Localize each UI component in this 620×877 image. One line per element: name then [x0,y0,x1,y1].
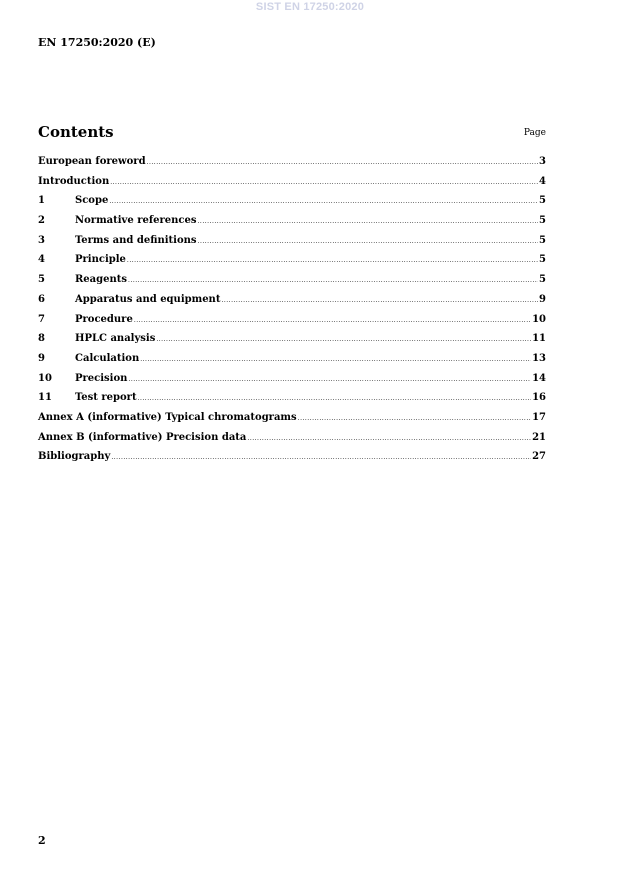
toc-entry[interactable] [38,235,546,255]
toc-entry-number: 5 [38,274,45,286]
toc-entry-number: 6 [38,293,45,305]
toc-entry-number: 8 [38,333,45,345]
toc-entry-page: 14 [532,372,546,384]
toc-entry-page: 3 [539,156,546,167]
toc-entry[interactable] [38,215,546,235]
contents-title: Contents [38,123,114,141]
toc-entry-title: Precision [75,372,128,384]
toc-entry-title: Test report [75,392,137,404]
toc-entry-page: 5 [539,274,546,286]
toc-entry-page: 16 [532,392,546,404]
toc-entry-title: Apparatus and equipment [75,293,221,305]
toc-dot-leader [134,317,531,324]
toc-entry-page: 21 [532,431,546,443]
toc-entry-page: 27 [532,451,546,463]
watermark: SIST EN 17250:2020 [255,1,365,13]
toc-entry[interactable] [38,353,546,373]
toc-entry-title: Introduction [38,175,110,187]
toc-entry[interactable] [38,156,546,176]
toc-entry[interactable] [38,432,546,452]
document-id: EN 17250:2020 (E) [38,36,156,49]
toc-entry[interactable] [38,176,546,196]
toc-entry[interactable] [38,314,546,334]
toc-entry[interactable] [38,333,546,353]
toc-dot-leader [298,415,531,422]
toc-dot-leader [127,257,538,264]
toc-entry[interactable] [38,392,546,412]
toc-entry-page: 17 [532,411,546,423]
toc-entry-page: 5 [539,215,546,227]
toc-dot-leader [128,277,538,284]
toc-dot-leader [156,336,531,343]
toc-entry[interactable] [38,373,546,393]
toc-entry-page: 10 [532,313,546,325]
toc-entry-page: 4 [539,175,546,187]
toc-dot-leader [147,159,538,166]
toc-dot-leader [198,238,539,245]
toc-entry[interactable] [38,274,546,294]
toc-entry-title: Calculation [75,352,140,364]
toc-entry[interactable] [38,412,546,432]
table-of-contents [38,156,546,471]
toc-entry[interactable] [38,451,546,471]
toc-dot-leader [110,179,538,186]
toc-dot-leader [140,356,531,363]
toc-entry-page: 13 [532,352,546,364]
toc-entry-title: European foreword [38,156,146,167]
toc-entry-number: 3 [38,234,45,246]
toc-entry-page: 5 [539,195,546,207]
toc-entry-page: 5 [539,234,546,246]
toc-dot-leader [138,395,532,402]
toc-entry[interactable] [38,254,546,274]
toc-entry-number: 2 [38,215,45,227]
page-number: 2 [38,834,46,847]
toc-entry-page: 5 [539,254,546,266]
toc-dot-leader [111,454,531,461]
toc-entry-page: 11 [532,333,546,345]
toc-entry-title: Scope [75,195,109,207]
contents-header [38,123,546,143]
toc-entry-number: 1 [38,195,45,207]
toc-entry-number: 11 [38,392,52,404]
toc-entry-title: Terms and definitions [75,234,197,246]
toc-entry-title: Annex A (informative) Typical chromatograms [38,411,297,423]
toc-entry-number: 7 [38,313,45,325]
toc-entry-page: 9 [539,293,546,305]
toc-entry-title: Reagents [75,274,128,286]
toc-entry[interactable] [38,195,546,215]
toc-entry[interactable] [38,294,546,314]
toc-entry-number: 9 [38,352,45,364]
toc-entry-number: 10 [38,372,52,384]
toc-dot-leader [221,297,538,304]
toc-entry-title: Annex B (informative) Precision data [38,431,247,443]
toc-dot-leader [128,376,531,383]
toc-entry-title: Normative references [75,215,197,227]
toc-dot-leader [247,435,531,442]
toc-entry-title: Principle [75,254,126,266]
toc-entry-title: HPLC analysis [75,333,156,345]
toc-entry-number: 4 [38,254,45,266]
toc-dot-leader [198,218,539,225]
toc-dot-leader [109,198,538,205]
toc-entry-title: Bibliography [38,451,111,463]
page-column-label: Page [523,128,546,138]
toc-entry-title: Procedure [75,313,133,325]
